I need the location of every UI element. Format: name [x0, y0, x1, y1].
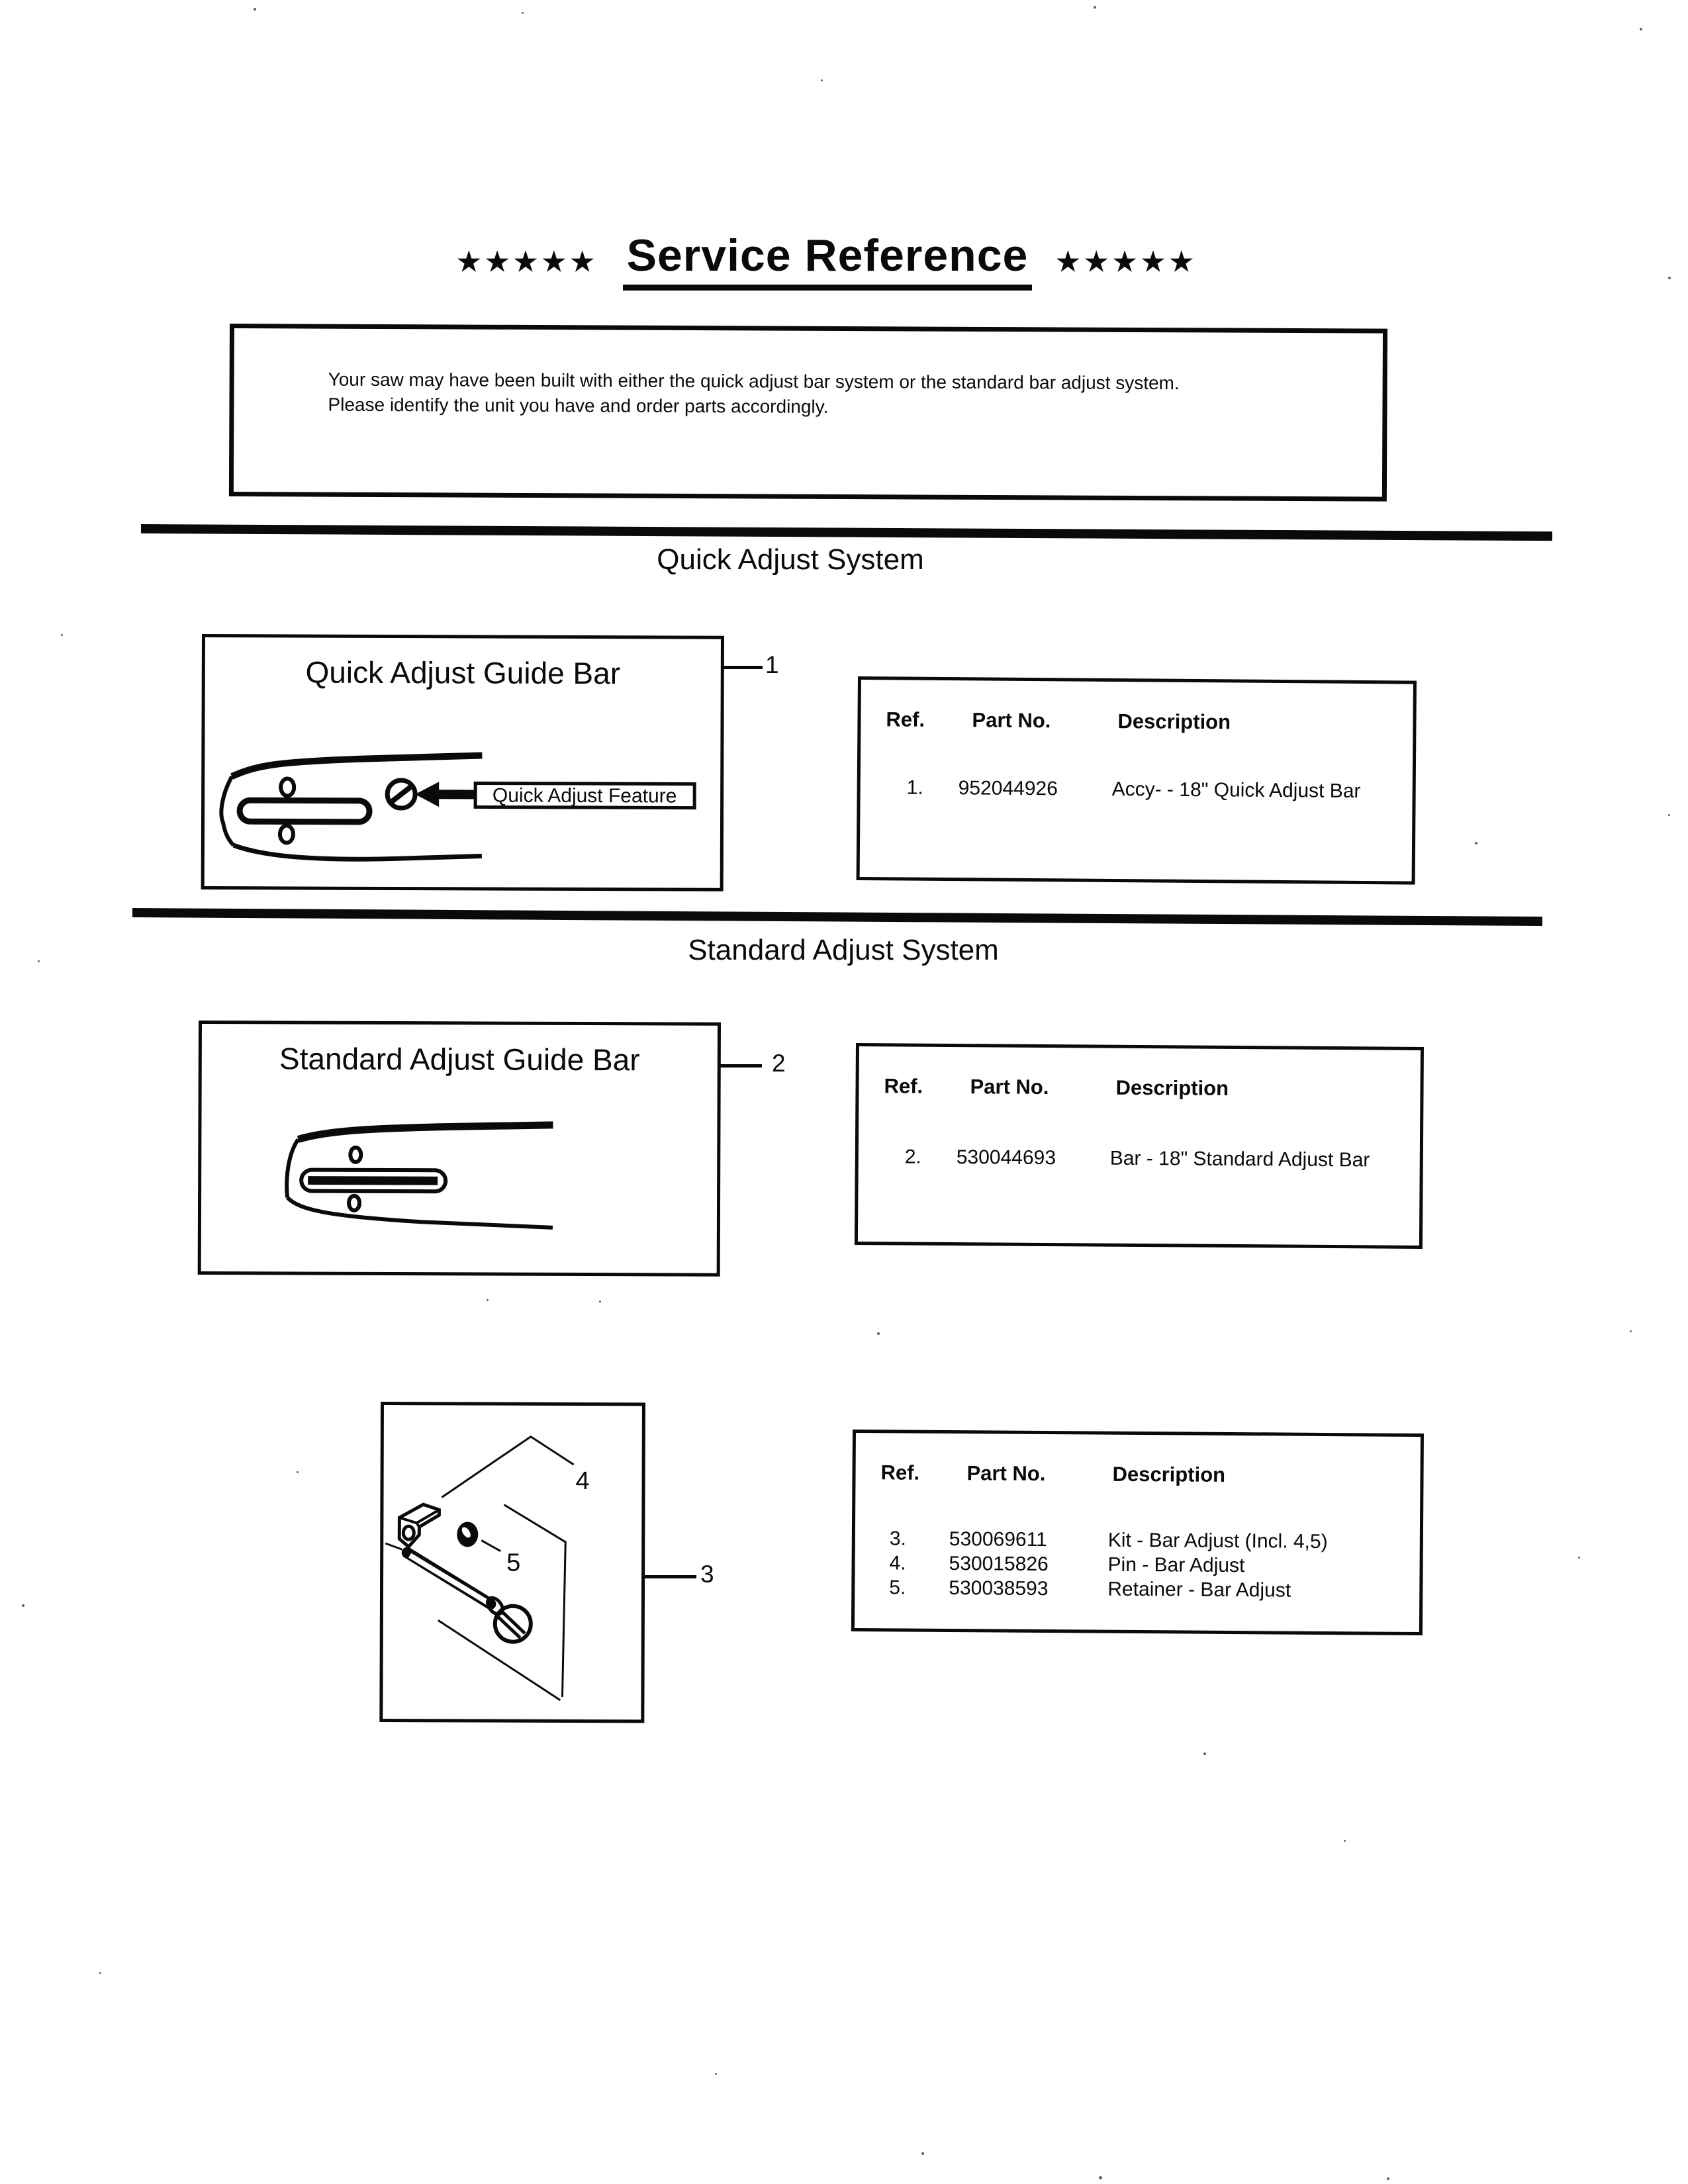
callout-5: 5	[506, 1549, 521, 1577]
table3-row1-part: 530069611	[949, 1528, 1047, 1551]
table2-row-desc: Bar - 18" Standard Adjust Bar	[1109, 1147, 1370, 1171]
callout-1: 1	[765, 651, 779, 678]
guide-bar-bottom-edge	[287, 1197, 553, 1227]
table3-row2-ref: 4.	[889, 1552, 906, 1574]
notice-line-1: Your saw may have been built with either the quick adjust bar system or the standard bar adjust system.	[328, 369, 1180, 394]
feature-label: Quick Adjust Feature	[492, 784, 677, 807]
guide-bar-left-outline	[221, 776, 234, 845]
notice-text	[328, 367, 1321, 422]
bar-adjust-kit-drawing	[383, 1405, 642, 1719]
table3-row1-ref: 3.	[889, 1527, 906, 1550]
table1-row-ref: 1.	[906, 776, 923, 799]
kit-tick-line	[385, 1543, 402, 1549]
guide-bar-hole-bottom	[349, 1196, 359, 1210]
table1-row-desc: Accy- - 18" Quick Adjust Bar	[1111, 778, 1361, 802]
bar-adjust-kit-box	[379, 1402, 645, 1723]
callout-5-leader	[481, 1541, 500, 1551]
table2-header-ref: Ref.	[884, 1074, 923, 1098]
guide-bar-hole-top	[281, 778, 294, 796]
stars-left-decoration: ★★★★★	[457, 247, 599, 277]
guide-bar-top-edge	[232, 754, 482, 777]
page-title: Service Reference	[623, 233, 1033, 291]
table3-header-desc: Description	[1112, 1462, 1226, 1486]
quick-adjust-parts-table	[857, 676, 1417, 885]
callout-3: 3	[700, 1561, 714, 1588]
standard-adjust-parts-table	[855, 1043, 1424, 1249]
table3-row3-desc: Retainer - Bar Adjust	[1107, 1578, 1291, 1602]
standard-adjust-system-heading: Standard Adjust System	[688, 934, 999, 966]
table2-row-part: 530044693	[956, 1146, 1056, 1169]
callout-3-leader	[642, 1575, 696, 1578]
callout-2: 2	[772, 1050, 786, 1077]
callout-2-leader	[718, 1064, 762, 1068]
quick-adjust-system-heading: Quick Adjust System	[657, 543, 924, 576]
quick-adjust-guide-bar-box	[201, 634, 724, 891]
guide-bar-bottom-edge	[234, 845, 482, 860]
page-title-row	[0, 230, 1655, 291]
table1-header-part: Part No.	[972, 708, 1051, 733]
arrow-left-icon	[415, 782, 439, 807]
table1-header-ref: Ref.	[886, 707, 925, 731]
table1-row-part: 952044926	[958, 777, 1058, 800]
bolt-shaft-core	[410, 1555, 488, 1602]
quick-adjust-guide-bar-drawing	[205, 637, 721, 888]
guide-bar-slot	[240, 800, 369, 822]
section-divider-rule	[132, 908, 1542, 926]
guide-bar-top-edge	[298, 1124, 553, 1140]
kit-plane-line-upper	[442, 1436, 573, 1498]
standard-adjust-guide-bar-title: Standard Adjust Guide Bar	[279, 1041, 640, 1077]
table2-row-ref: 2.	[904, 1146, 921, 1168]
table3-row3-ref: 5.	[889, 1576, 906, 1599]
notice-box	[229, 324, 1387, 502]
table3-header-ref: Ref.	[880, 1461, 920, 1484]
stars-right-decoration: ★★★★★	[1056, 247, 1198, 277]
quick-adjust-feature-slash	[392, 787, 410, 801]
quick-adjust-guide-bar-title: Quick Adjust Guide Bar	[305, 655, 621, 691]
table1-header-desc: Description	[1117, 709, 1231, 734]
table2-header-part: Part No.	[970, 1075, 1049, 1099]
bolt-head-slot	[498, 1612, 525, 1638]
callout-4: 4	[575, 1467, 590, 1496]
pin-bracket-hole	[403, 1526, 414, 1539]
table3-header-part: Part No.	[966, 1461, 1046, 1486]
table3-row2-desc: Pin - Bar Adjust	[1107, 1553, 1245, 1577]
guide-bar-hole-top	[350, 1148, 361, 1162]
bar-adjust-kit-table	[851, 1430, 1424, 1635]
callout-1-leader	[722, 666, 763, 669]
section-divider-rule	[141, 524, 1552, 541]
table3-row3-part: 530038593	[949, 1577, 1049, 1600]
guide-bar-left-outline	[287, 1139, 298, 1197]
standard-adjust-guide-bar-box	[198, 1021, 721, 1277]
table2-header-desc: Description	[1115, 1075, 1229, 1100]
guide-bar-hole-bottom	[280, 825, 293, 842]
table3-row2-part: 530015826	[949, 1553, 1049, 1576]
standard-adjust-guide-bar-drawing	[201, 1024, 718, 1273]
notice-line-2: Please identify the unit you have and order parts accordingly.	[328, 394, 829, 417]
table3-row1-desc: Kit - Bar Adjust (Incl. 4,5)	[1107, 1529, 1328, 1553]
